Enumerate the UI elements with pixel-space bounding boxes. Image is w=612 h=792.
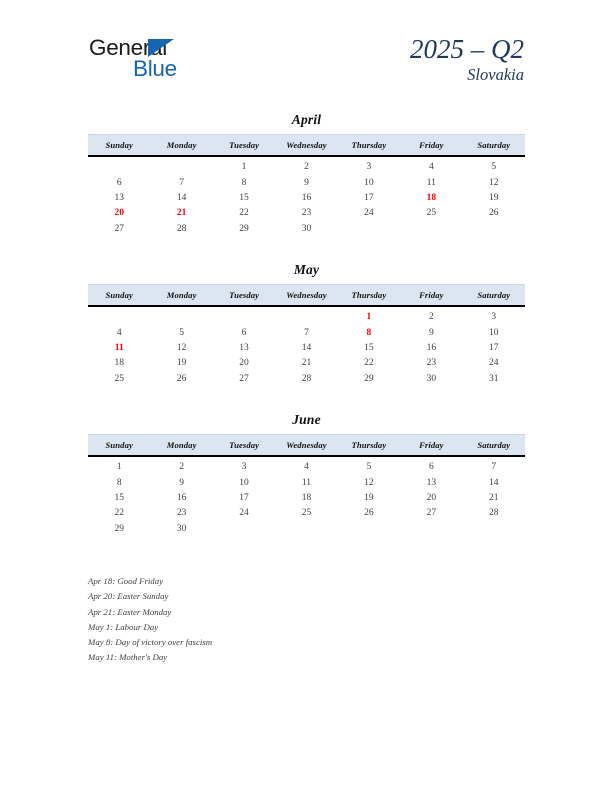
- month-block-june: [88, 413, 525, 536]
- day-cell-may-5[interactable]: 5: [179, 327, 184, 338]
- day-cell-june-2[interactable]: 2: [179, 462, 184, 473]
- weekday-header-row: [88, 284, 525, 306]
- day-cell-empty: [88, 156, 150, 175]
- day-cell-holiday-april-18[interactable]: 18: [426, 192, 437, 203]
- weekday-header-monday: Monday: [150, 284, 212, 306]
- day-cell-april-2[interactable]: 2: [304, 162, 309, 173]
- day-cell-june-27[interactable]: 27: [426, 508, 437, 519]
- day-cell-june-22[interactable]: 22: [114, 508, 124, 519]
- holiday-legend: [88, 574, 448, 666]
- day-cell-may-31[interactable]: 31: [489, 373, 499, 384]
- day-cell-empty: [400, 521, 462, 536]
- day-cell-may-9[interactable]: 9: [428, 327, 434, 338]
- day-cell-april-27[interactable]: 27: [114, 223, 124, 234]
- day-cell-april-8[interactable]: 8: [241, 177, 247, 188]
- day-cell-june-21[interactable]: 21: [489, 492, 499, 503]
- day-cell-april-15[interactable]: 15: [239, 192, 249, 203]
- legend-item: Apr 20: Easter Sunday: [88, 591, 169, 602]
- week-row: [88, 340, 525, 355]
- day-cell-april-19[interactable]: 19: [489, 192, 499, 203]
- day-cell-may-18[interactable]: 18: [114, 358, 124, 369]
- day-cell-june-26[interactable]: 26: [364, 508, 374, 519]
- calendar-table-june: [88, 434, 525, 537]
- day-cell-holiday-april-20[interactable]: 20: [114, 208, 124, 219]
- day-cell-may-25[interactable]: 25: [114, 373, 124, 384]
- day-cell-june-10[interactable]: 10: [239, 477, 249, 488]
- week-row: [88, 325, 525, 340]
- day-cell-june-11[interactable]: 11: [301, 477, 312, 488]
- day-cell-empty: [150, 306, 212, 325]
- weekday-header-thursday: Thursday: [338, 284, 400, 306]
- day-cell-april-17[interactable]: 17: [364, 192, 374, 203]
- day-cell-may-6[interactable]: 6: [241, 327, 247, 338]
- week-row: [88, 206, 525, 221]
- week-row: [88, 221, 525, 236]
- day-cell-may-24[interactable]: 24: [489, 358, 499, 369]
- weekday-header-tuesday: Tuesday: [213, 434, 275, 456]
- day-cell-may-15[interactable]: 15: [364, 342, 374, 353]
- day-cell-empty: [338, 221, 400, 236]
- brand-logo-blue-text: Blue: [133, 56, 177, 81]
- day-cell-may-7[interactable]: 7: [304, 327, 309, 338]
- weekday-header-sunday: Sunday: [88, 434, 150, 456]
- day-cell-may-17[interactable]: 17: [489, 342, 499, 353]
- day-cell-june-28[interactable]: 28: [489, 508, 499, 519]
- day-cell-may-30[interactable]: 30: [426, 373, 437, 384]
- week-row: [88, 175, 525, 190]
- day-cell-holiday-may-11[interactable]: 11: [114, 342, 124, 353]
- day-cell-june-8[interactable]: 8: [116, 477, 122, 488]
- brand-triangle-icon: [148, 39, 174, 57]
- week-row: [88, 490, 525, 505]
- week-row: [88, 156, 525, 175]
- day-cell-empty: [213, 306, 275, 325]
- week-row: [88, 306, 525, 325]
- day-cell-april-11[interactable]: 11: [426, 177, 436, 188]
- day-cell-april-26[interactable]: 26: [489, 208, 499, 219]
- weekday-header-saturday: Saturday: [463, 434, 525, 456]
- day-cell-june-14[interactable]: 14: [489, 477, 499, 488]
- day-cell-may-21[interactable]: 21: [301, 358, 312, 369]
- day-cell-may-12[interactable]: 12: [176, 342, 187, 353]
- brand-logo-general-text: General: [89, 35, 167, 60]
- weekday-header-monday: Monday: [150, 134, 212, 156]
- day-cell-june-23[interactable]: 23: [176, 508, 187, 519]
- day-cell-april-16[interactable]: 16: [301, 192, 312, 203]
- day-cell-june-13[interactable]: 13: [426, 477, 437, 488]
- week-row: [88, 190, 525, 205]
- day-cell-april-9[interactable]: 9: [304, 177, 309, 188]
- day-cell-empty: [463, 221, 525, 236]
- week-row: [88, 506, 525, 521]
- weekday-header-friday: Friday: [400, 284, 462, 306]
- legend-item: May 11: Mother's Day: [88, 652, 168, 663]
- weekday-header-friday: Friday: [400, 434, 462, 456]
- day-cell-april-24[interactable]: 24: [364, 208, 374, 219]
- weekday-header-thursday: Thursday: [338, 134, 400, 156]
- day-cell-empty: [463, 521, 525, 536]
- calendar-table-may: [88, 284, 525, 387]
- weekday-header-tuesday: Tuesday: [213, 134, 275, 156]
- day-cell-may-27[interactable]: 27: [239, 373, 249, 384]
- day-cell-june-1[interactable]: 1: [116, 462, 122, 473]
- day-cell-april-10[interactable]: 10: [364, 177, 374, 188]
- month-block-may: [88, 263, 525, 386]
- day-cell-holiday-may-1[interactable]: 1: [366, 312, 372, 323]
- day-cell-holiday-may-8[interactable]: 8: [366, 327, 372, 338]
- day-cell-april-23[interactable]: 23: [301, 208, 312, 219]
- day-cell-april-3[interactable]: 3: [366, 162, 372, 173]
- day-cell-may-14[interactable]: 14: [301, 342, 312, 353]
- day-cell-june-25[interactable]: 25: [301, 508, 312, 519]
- day-cell-may-26[interactable]: 26: [176, 373, 187, 384]
- country-subtitle: Slovakia: [467, 65, 524, 85]
- day-cell-may-13[interactable]: 13: [239, 342, 249, 353]
- legend-item: May 1: Labour Day: [88, 621, 159, 632]
- day-cell-empty: [88, 306, 150, 325]
- day-cell-june-7[interactable]: 7: [491, 462, 497, 473]
- day-cell-june-12[interactable]: 12: [364, 477, 374, 488]
- day-cell-june-3[interactable]: 3: [241, 462, 247, 473]
- legend-item: May 8: Day of victory over fascism: [88, 637, 213, 648]
- weekday-header-friday: Friday: [400, 134, 462, 156]
- day-cell-april-28[interactable]: 28: [176, 223, 187, 234]
- month-block-april: [88, 113, 525, 236]
- week-row: [88, 456, 525, 475]
- title-block: [410, 34, 524, 85]
- day-cell-june-29[interactable]: 29: [114, 523, 124, 534]
- day-cell-april-13[interactable]: 13: [114, 192, 124, 203]
- page-header: [0, 34, 612, 104]
- month-title-may: May: [293, 262, 320, 277]
- day-cell-april-6[interactable]: 6: [116, 177, 122, 188]
- day-cell-holiday-april-21[interactable]: 21: [176, 208, 187, 219]
- week-row: [88, 521, 525, 536]
- day-cell-april-29[interactable]: 29: [239, 223, 249, 234]
- day-cell-empty: [338, 521, 400, 536]
- weekday-header-monday: Monday: [150, 434, 212, 456]
- day-cell-may-3[interactable]: 3: [491, 312, 497, 323]
- day-cell-june-6[interactable]: 6: [428, 462, 434, 473]
- day-cell-june-5[interactable]: 5: [366, 462, 372, 473]
- day-cell-june-16[interactable]: 16: [176, 492, 187, 503]
- day-cell-april-30[interactable]: 30: [301, 223, 312, 234]
- weekday-header-thursday: Thursday: [338, 434, 400, 456]
- day-cell-empty: [150, 156, 212, 175]
- day-cell-june-4[interactable]: 4: [304, 462, 309, 473]
- day-cell-june-18[interactable]: 18: [301, 492, 312, 503]
- brand-logo: [89, 37, 289, 89]
- day-cell-may-28[interactable]: 28: [301, 373, 312, 384]
- day-cell-june-9[interactable]: 9: [179, 477, 184, 488]
- day-cell-may-23[interactable]: 23: [426, 358, 437, 369]
- day-cell-empty: [400, 221, 462, 236]
- day-cell-june-24[interactable]: 24: [239, 508, 249, 519]
- week-row: [88, 475, 525, 490]
- day-cell-may-19[interactable]: 19: [176, 358, 187, 369]
- day-cell-april-12[interactable]: 12: [489, 177, 499, 188]
- weekday-header-wednesday: Wednesday: [275, 134, 337, 156]
- day-cell-june-20[interactable]: 20: [426, 492, 437, 503]
- legend-item: Apr 21: Easter Monday: [88, 606, 172, 617]
- weekday-header-saturday: Saturday: [463, 284, 525, 306]
- day-cell-april-22[interactable]: 22: [239, 208, 249, 219]
- weekday-header-sunday: Sunday: [88, 284, 150, 306]
- month-title-june: June: [292, 412, 321, 427]
- day-cell-may-29[interactable]: 29: [364, 373, 374, 384]
- week-row: [88, 356, 525, 371]
- weekday-header-tuesday: Tuesday: [213, 284, 275, 306]
- day-cell-april-5[interactable]: 5: [491, 162, 497, 173]
- day-cell-may-10[interactable]: 10: [489, 327, 499, 338]
- weekday-header-wednesday: Wednesday: [275, 284, 337, 306]
- weekday-header-sunday: Sunday: [88, 134, 150, 156]
- legend-item: Apr 18: Good Friday: [88, 576, 164, 586]
- day-cell-april-14[interactable]: 14: [176, 192, 187, 203]
- day-cell-april-1[interactable]: 1: [241, 162, 247, 173]
- day-cell-empty: [275, 521, 337, 536]
- weekday-header-row: [88, 134, 525, 156]
- day-cell-empty: [275, 306, 337, 325]
- weekday-header-saturday: Saturday: [463, 134, 525, 156]
- month-title-april: April: [291, 112, 322, 127]
- week-row: [88, 371, 525, 386]
- day-cell-april-4[interactable]: 4: [428, 162, 434, 173]
- day-cell-empty: [213, 521, 275, 536]
- day-cell-may-4[interactable]: 4: [116, 327, 122, 338]
- day-cell-may-16[interactable]: 16: [426, 342, 437, 353]
- weekday-header-wednesday: Wednesday: [275, 434, 337, 456]
- day-cell-june-19[interactable]: 19: [364, 492, 374, 503]
- weekday-header-row: [88, 434, 525, 456]
- day-cell-june-15[interactable]: 15: [114, 492, 124, 503]
- day-cell-may-20[interactable]: 20: [239, 358, 249, 369]
- page-title: 2025 – Q2: [410, 34, 524, 64]
- day-cell-april-25[interactable]: 25: [426, 208, 437, 219]
- calendar-table-april: [88, 134, 525, 237]
- day-cell-may-22[interactable]: 22: [364, 358, 374, 369]
- day-cell-june-30[interactable]: 30: [176, 523, 187, 534]
- day-cell-june-17[interactable]: 17: [239, 492, 249, 503]
- day-cell-may-2[interactable]: 2: [428, 312, 434, 323]
- day-cell-april-7[interactable]: 7: [179, 177, 184, 188]
